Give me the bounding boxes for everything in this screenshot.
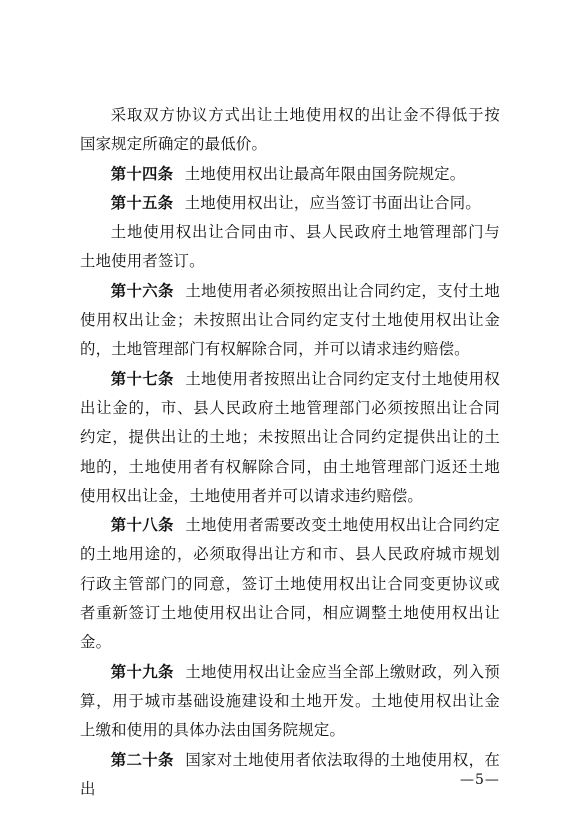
paragraph-text: 土地使用者需要改变土地使用权出让合同约定的土地用途的，必须取得出让方和市、县人民政府城市规划行政主管部门的同意，签订土地使用权出让合同变更协议或者重新签订土地使用权出让合同，相应调整土地使用权出让金。 — [80, 516, 500, 652]
article-number: 第十八条 — [110, 516, 174, 535]
article-number: 第十六条 — [110, 281, 174, 300]
paragraph — [80, 189, 500, 218]
paragraph-text: 土地使用权出让合同由市、县人民政府土地管理部门与土地使用者签订。 — [80, 223, 500, 271]
paragraph — [80, 160, 500, 189]
paragraph — [80, 218, 500, 277]
paragraph-text: 土地使用者必须按照出让合同约定，支付土地使用权出让金；未按照出让合同约定支付土地使用权出让金的，土地管理部门有权解除合同，并可以请求违约赔偿。 — [80, 281, 500, 359]
body-text — [80, 101, 500, 804]
article-number: 第十四条 — [110, 164, 174, 183]
paragraph-text: 土地使用权出让，应当签订书面出让合同。 — [184, 193, 481, 212]
paragraph — [80, 365, 500, 511]
paragraph — [80, 511, 500, 657]
article-number: 第十五条 — [110, 193, 174, 212]
paragraph-text: 土地使用权出让金应当全部上缴财政，列入预算，用于城市基础设施建设和土地开发。土地使用权出让金上缴和使用的具体办法由国务院规定。 — [80, 662, 500, 740]
paragraph-text: 土地使用者按照出让合同约定支付土地使用权出让金的，市、县人民政府土地管理部门必须按照出让合同约定，提供出让的土地；未按照出让合同约定提供出让的土地的，土地使用者有权解除合同，由土地管理部门返还土地使用权出让金，土地使用者并可以请求违约赔偿。 — [80, 369, 500, 505]
paragraph — [80, 746, 500, 805]
paragraph — [80, 101, 500, 160]
article-number: 第十九条 — [110, 662, 174, 681]
article-number: 第二十条 — [110, 750, 174, 769]
page-number: —5— — [460, 772, 500, 788]
paragraph-text: 国家对土地使用者依法取得的土地使用权，在出 — [80, 750, 500, 798]
paragraph-text: 土地使用权出让最高年限由国务院规定。 — [184, 164, 466, 183]
paragraph — [80, 277, 500, 365]
article-number: 第十七条 — [110, 369, 174, 388]
paragraph-text: 采取双方协议方式出让土地使用权的出让金不得低于按国家规定所确定的最低价。 — [80, 106, 500, 154]
paragraph — [80, 658, 500, 746]
